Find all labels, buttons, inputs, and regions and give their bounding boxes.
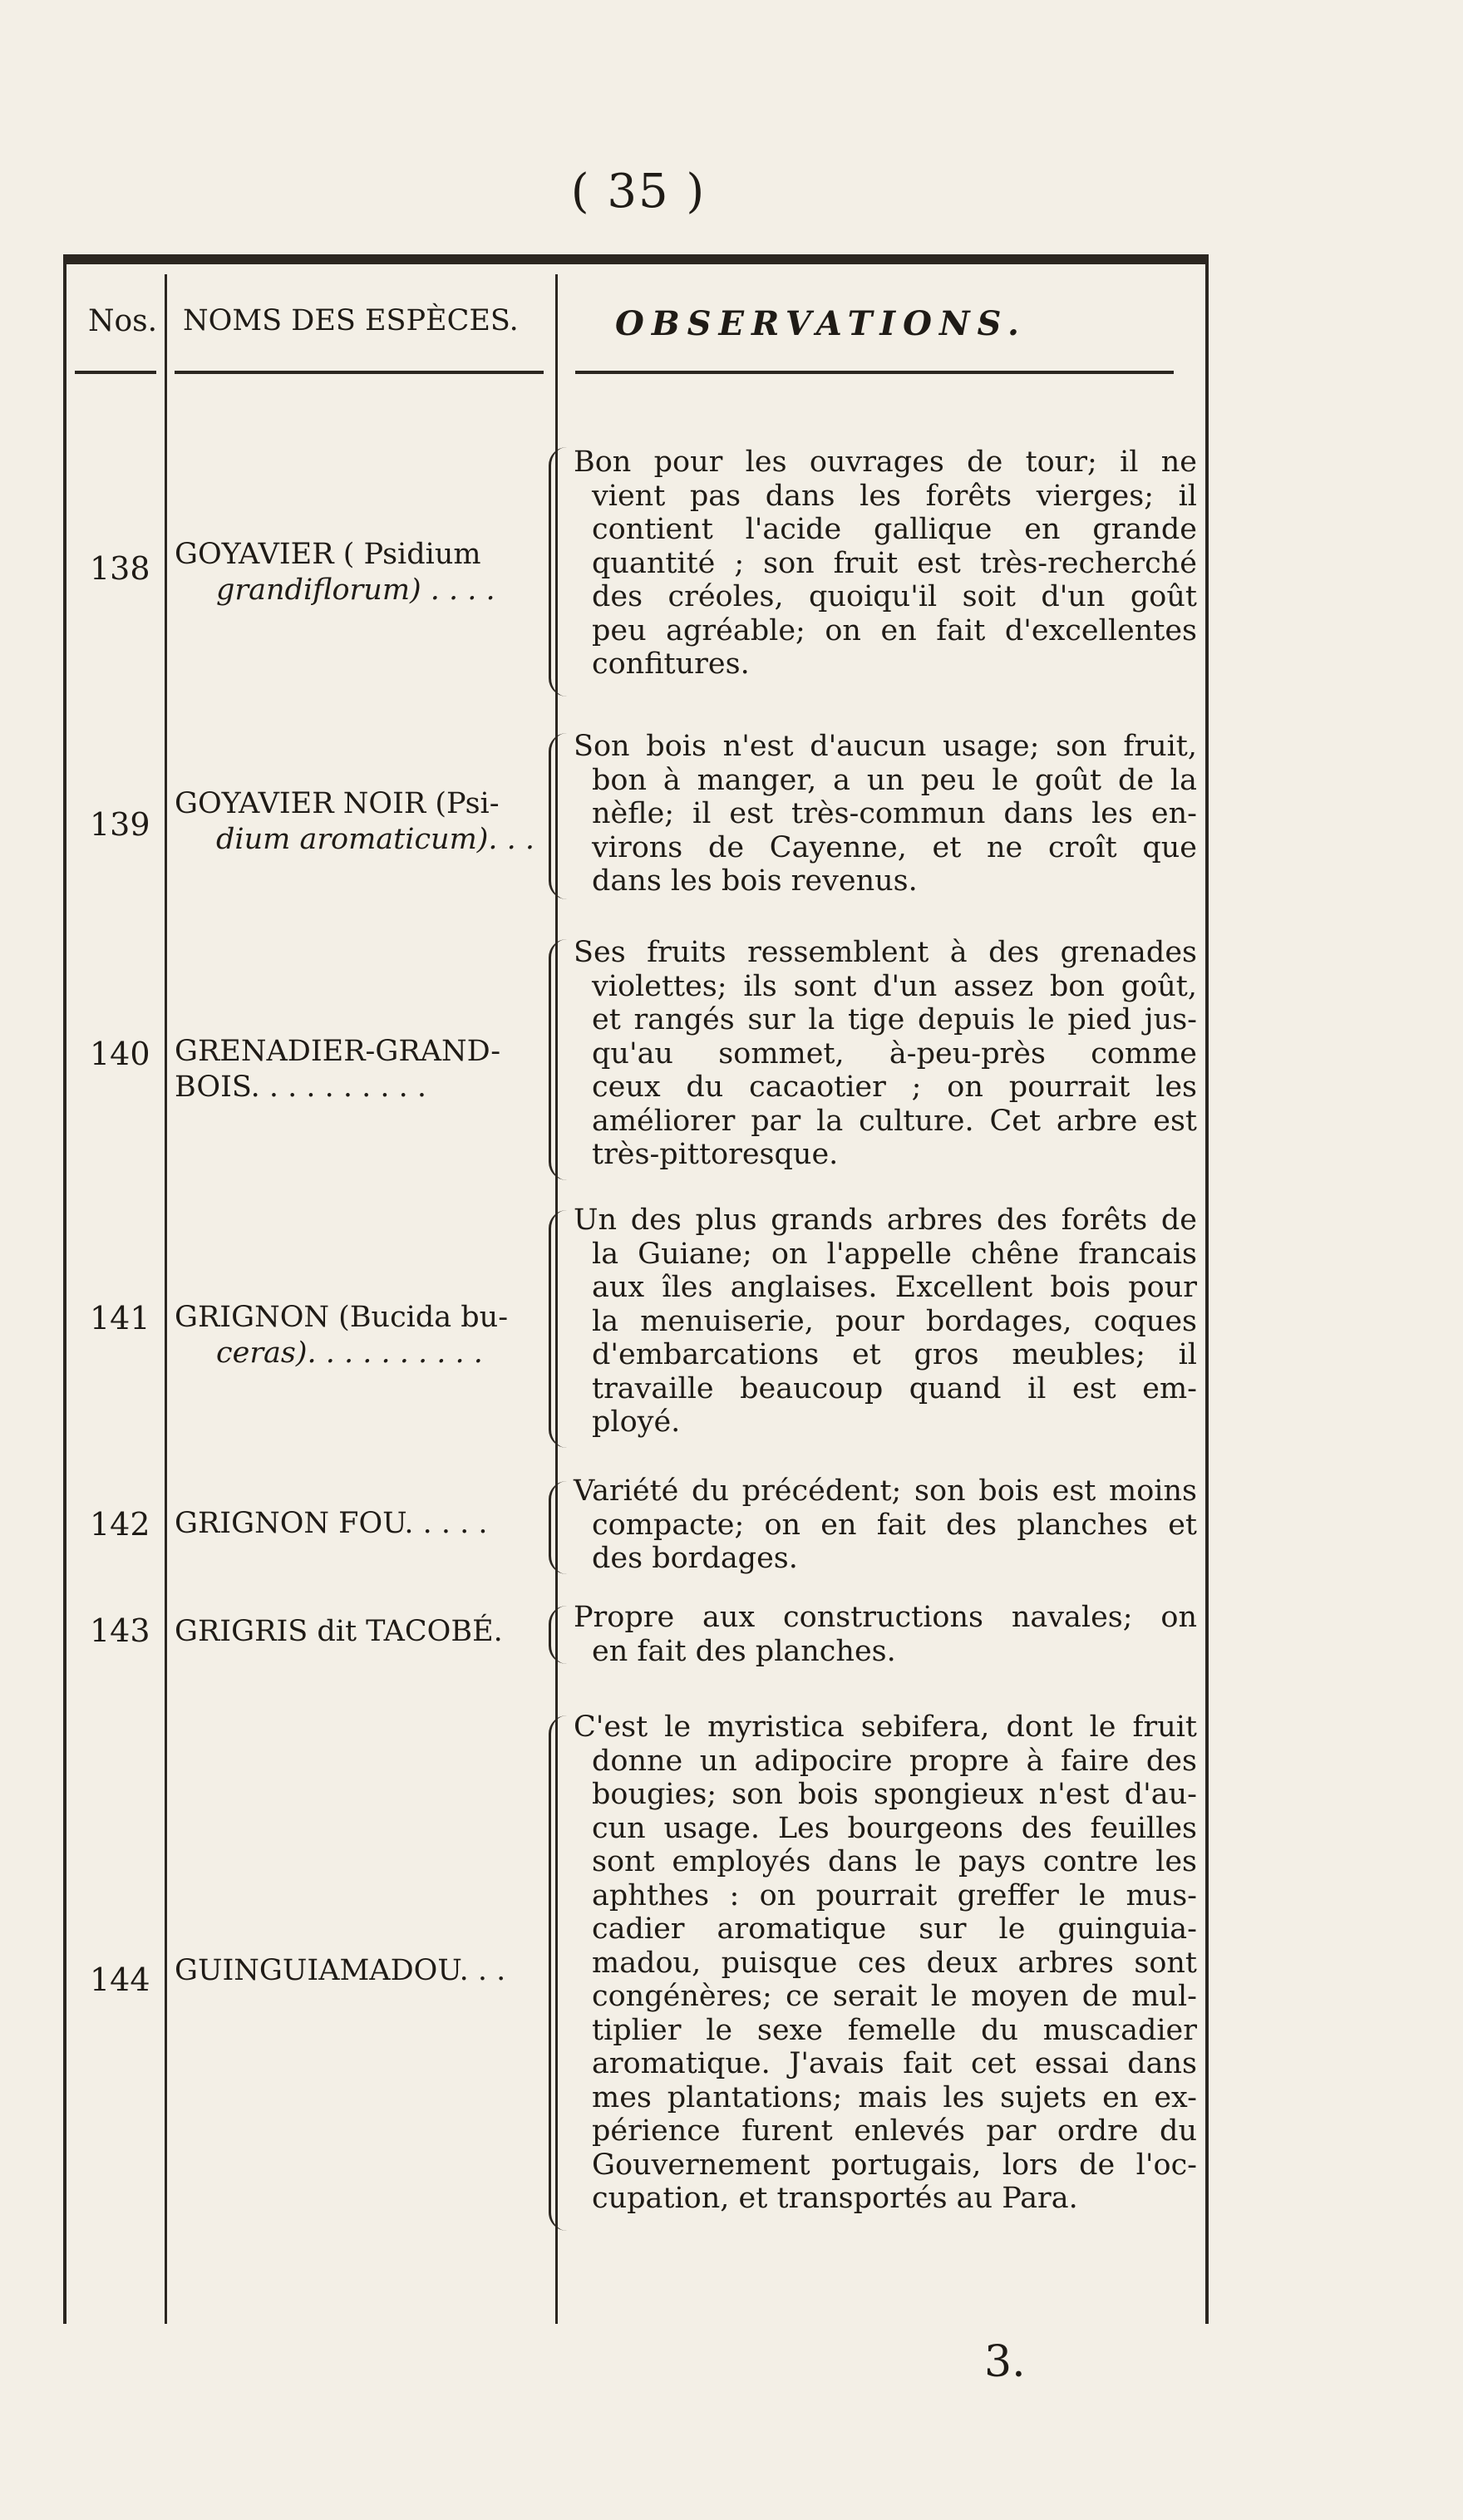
species-name bbox=[175, 537, 549, 608]
observation-line: aux îles anglaises. Excellent bois pour bbox=[592, 1271, 1197, 1304]
observation-line: tiplier le sexe femelle du muscadier bbox=[592, 2013, 1197, 2047]
observation-line: ployé. bbox=[592, 1405, 681, 1439]
brace bbox=[549, 733, 571, 899]
header-observations: OBSERVATIONS. bbox=[615, 304, 1027, 343]
observation-line: Variété du précédent; son bois est moins bbox=[574, 1474, 1197, 1508]
observation-line: quantité ; son fruit est très-recherché bbox=[592, 546, 1197, 580]
species-table bbox=[63, 254, 1209, 2324]
observation-text bbox=[574, 1203, 1197, 1440]
species-name-line: GRIGRIS dit TACOBÉ. bbox=[175, 1615, 503, 1648]
observation-line: bon à manger, a un peu le goût de la bbox=[592, 763, 1197, 797]
entry-number: 142 bbox=[90, 1506, 150, 1543]
header-number: Nos. bbox=[88, 304, 158, 338]
observation-line: virons de Cayenne, et ne croît que bbox=[592, 830, 1197, 864]
header-rule bbox=[75, 371, 156, 374]
observation-line: en fait des planches. bbox=[592, 1634, 896, 1668]
observation-text bbox=[574, 730, 1197, 898]
table-row bbox=[66, 439, 1202, 696]
entry-number: 139 bbox=[90, 806, 150, 843]
observation-line: madou, puisque ces deux arbres sont bbox=[592, 1946, 1197, 1980]
species-name-line: GRIGNON FOU. . . . . bbox=[175, 1507, 488, 1540]
observation-line: ceux du cacaotier ; on pourrait les bbox=[592, 1071, 1197, 1104]
observation-line: des bordages. bbox=[592, 1542, 798, 1575]
observation-line: vient pas dans les forêts vierges; il bbox=[592, 479, 1197, 513]
observation-line: la menuiserie, pour bordages, coques bbox=[592, 1304, 1197, 1338]
observation-line: améliorer par la culture. Cet arbre est bbox=[592, 1104, 1197, 1138]
header-rule bbox=[575, 371, 1174, 374]
observation-line: confitures. bbox=[592, 647, 750, 681]
observation-line: périence furent enlevés par ordre du bbox=[592, 2114, 1197, 2148]
brace bbox=[549, 1481, 571, 1574]
page-number: ( 35 ) bbox=[570, 165, 707, 219]
species-name bbox=[175, 786, 549, 858]
species-name-subline: BOIS. . . . . . . . . . bbox=[175, 1071, 427, 1104]
table-row bbox=[66, 726, 1202, 909]
species-name bbox=[175, 1953, 549, 1989]
observation-line: Gouvernement portugais, lors de l'oc- bbox=[592, 2148, 1197, 2182]
entry-number: 144 bbox=[90, 1961, 150, 1998]
observation-text bbox=[574, 445, 1197, 682]
signature-mark: 3. bbox=[984, 2337, 1026, 2387]
observation-text bbox=[574, 936, 1197, 1172]
observation-line: compacte; on en fait des planches et bbox=[592, 1508, 1197, 1542]
species-name bbox=[175, 1300, 549, 1371]
header-species-names: NOMS DES ESPÈCES. bbox=[183, 304, 519, 337]
table-row bbox=[66, 929, 1202, 1179]
observation-line: aphthes : on pourrait greffer le mus- bbox=[592, 1878, 1197, 1912]
brace bbox=[549, 939, 571, 1180]
species-name-subline: grandiflorum) . . . . bbox=[216, 573, 495, 607]
entry-number: 141 bbox=[90, 1300, 150, 1336]
observation-line: congénères; ce serait le moyen de mul- bbox=[592, 1980, 1197, 2013]
species-name bbox=[175, 1614, 549, 1650]
observation-line: bougies; son bois spongieux n'est d'au- bbox=[592, 1778, 1197, 1811]
observation-line: très-pittoresque. bbox=[592, 1138, 839, 1171]
entry-number: 143 bbox=[90, 1612, 150, 1649]
observation-line: des créoles, quoiqu'il soit d'un goût bbox=[592, 580, 1197, 613]
species-name bbox=[175, 1034, 549, 1105]
entry-number: 140 bbox=[90, 1036, 150, 1072]
species-name-line: GUINGUIAMADOU. . . bbox=[175, 1954, 506, 1987]
table-row bbox=[66, 1469, 1202, 1577]
observation-line: et rangés sur la tige depuis le pied jus- bbox=[592, 1003, 1197, 1036]
observation-line: donne un adipocire propre à faire des bbox=[592, 1744, 1197, 1778]
observation-line: sont employés dans le pays contre les bbox=[592, 1845, 1197, 1878]
observation-line: d'embarcations et gros meubles; il bbox=[592, 1338, 1197, 1371]
observation-line: qu'au sommet, à-peu-près comme bbox=[592, 1036, 1197, 1071]
table-row bbox=[66, 1198, 1202, 1448]
observation-line: travaille beaucoup quand il est em- bbox=[592, 1371, 1197, 1405]
species-name bbox=[175, 1506, 549, 1542]
species-name-line: GRIGNON (Bucida bu- bbox=[175, 1301, 509, 1334]
observation-line: Son bois n'est d'aucun usage; son fruit, bbox=[574, 730, 1197, 763]
table-row bbox=[66, 1594, 1202, 1669]
observation-line: dans les bois revenus. bbox=[592, 864, 918, 898]
observation-line: cupation, et transportés au Para. bbox=[592, 2182, 1078, 2215]
brace bbox=[549, 447, 571, 696]
observation-line: cun usage. Les bourgeons des feuilles bbox=[592, 1811, 1197, 1845]
species-name-line: GOYAVIER ( Psidium bbox=[175, 538, 481, 571]
species-name-line: GOYAVIER NOIR (Psi- bbox=[175, 787, 500, 820]
observation-line: violettes; ils sont d'un assez bon goût, bbox=[592, 969, 1197, 1003]
species-name-subline: ceras). . . . . . . . . . bbox=[216, 1336, 483, 1370]
observation-line: mes plantations; mais les sujets en ex- bbox=[592, 2080, 1197, 2114]
observation-text bbox=[574, 1601, 1197, 1668]
observation-text bbox=[574, 1710, 1197, 2216]
species-name-subline: dium aromaticum). . . bbox=[216, 823, 535, 856]
observation-line: Ses fruits ressemblent à des grenades bbox=[574, 936, 1197, 969]
observation-line: C'est le myristica sebifera, dont le fruit bbox=[574, 1710, 1197, 1744]
header-rule bbox=[175, 371, 544, 374]
observation-line: contient l'acide gallique en grande bbox=[592, 513, 1197, 546]
brace bbox=[549, 1606, 571, 1664]
observation-line: cadier aromatique sur le guinguia- bbox=[592, 1912, 1197, 1946]
top-rule bbox=[66, 254, 1205, 264]
observation-text bbox=[574, 1474, 1197, 1576]
brace bbox=[549, 1210, 571, 1448]
table-row bbox=[66, 1704, 1202, 2244]
observation-line: la Guiane; on l'appelle chêne francais bbox=[592, 1237, 1197, 1271]
entry-number: 138 bbox=[90, 550, 150, 587]
species-name-line: GRENADIER-GRAND- bbox=[175, 1035, 501, 1068]
observation-line: aromatique. J'avais fait cet essai dans bbox=[592, 2047, 1197, 2080]
observation-line: peu agréable; on en fait d'excellentes bbox=[592, 613, 1197, 647]
observation-line: Propre aux constructions navales; on bbox=[574, 1601, 1197, 1634]
observation-line: nèfle; il est très-commun dans les en- bbox=[592, 797, 1197, 830]
observation-line: Bon pour les ouvrages de tour; il ne bbox=[574, 445, 1197, 479]
observation-line: Un des plus grands arbres des forêts de bbox=[574, 1203, 1197, 1237]
brace bbox=[549, 1715, 571, 2231]
